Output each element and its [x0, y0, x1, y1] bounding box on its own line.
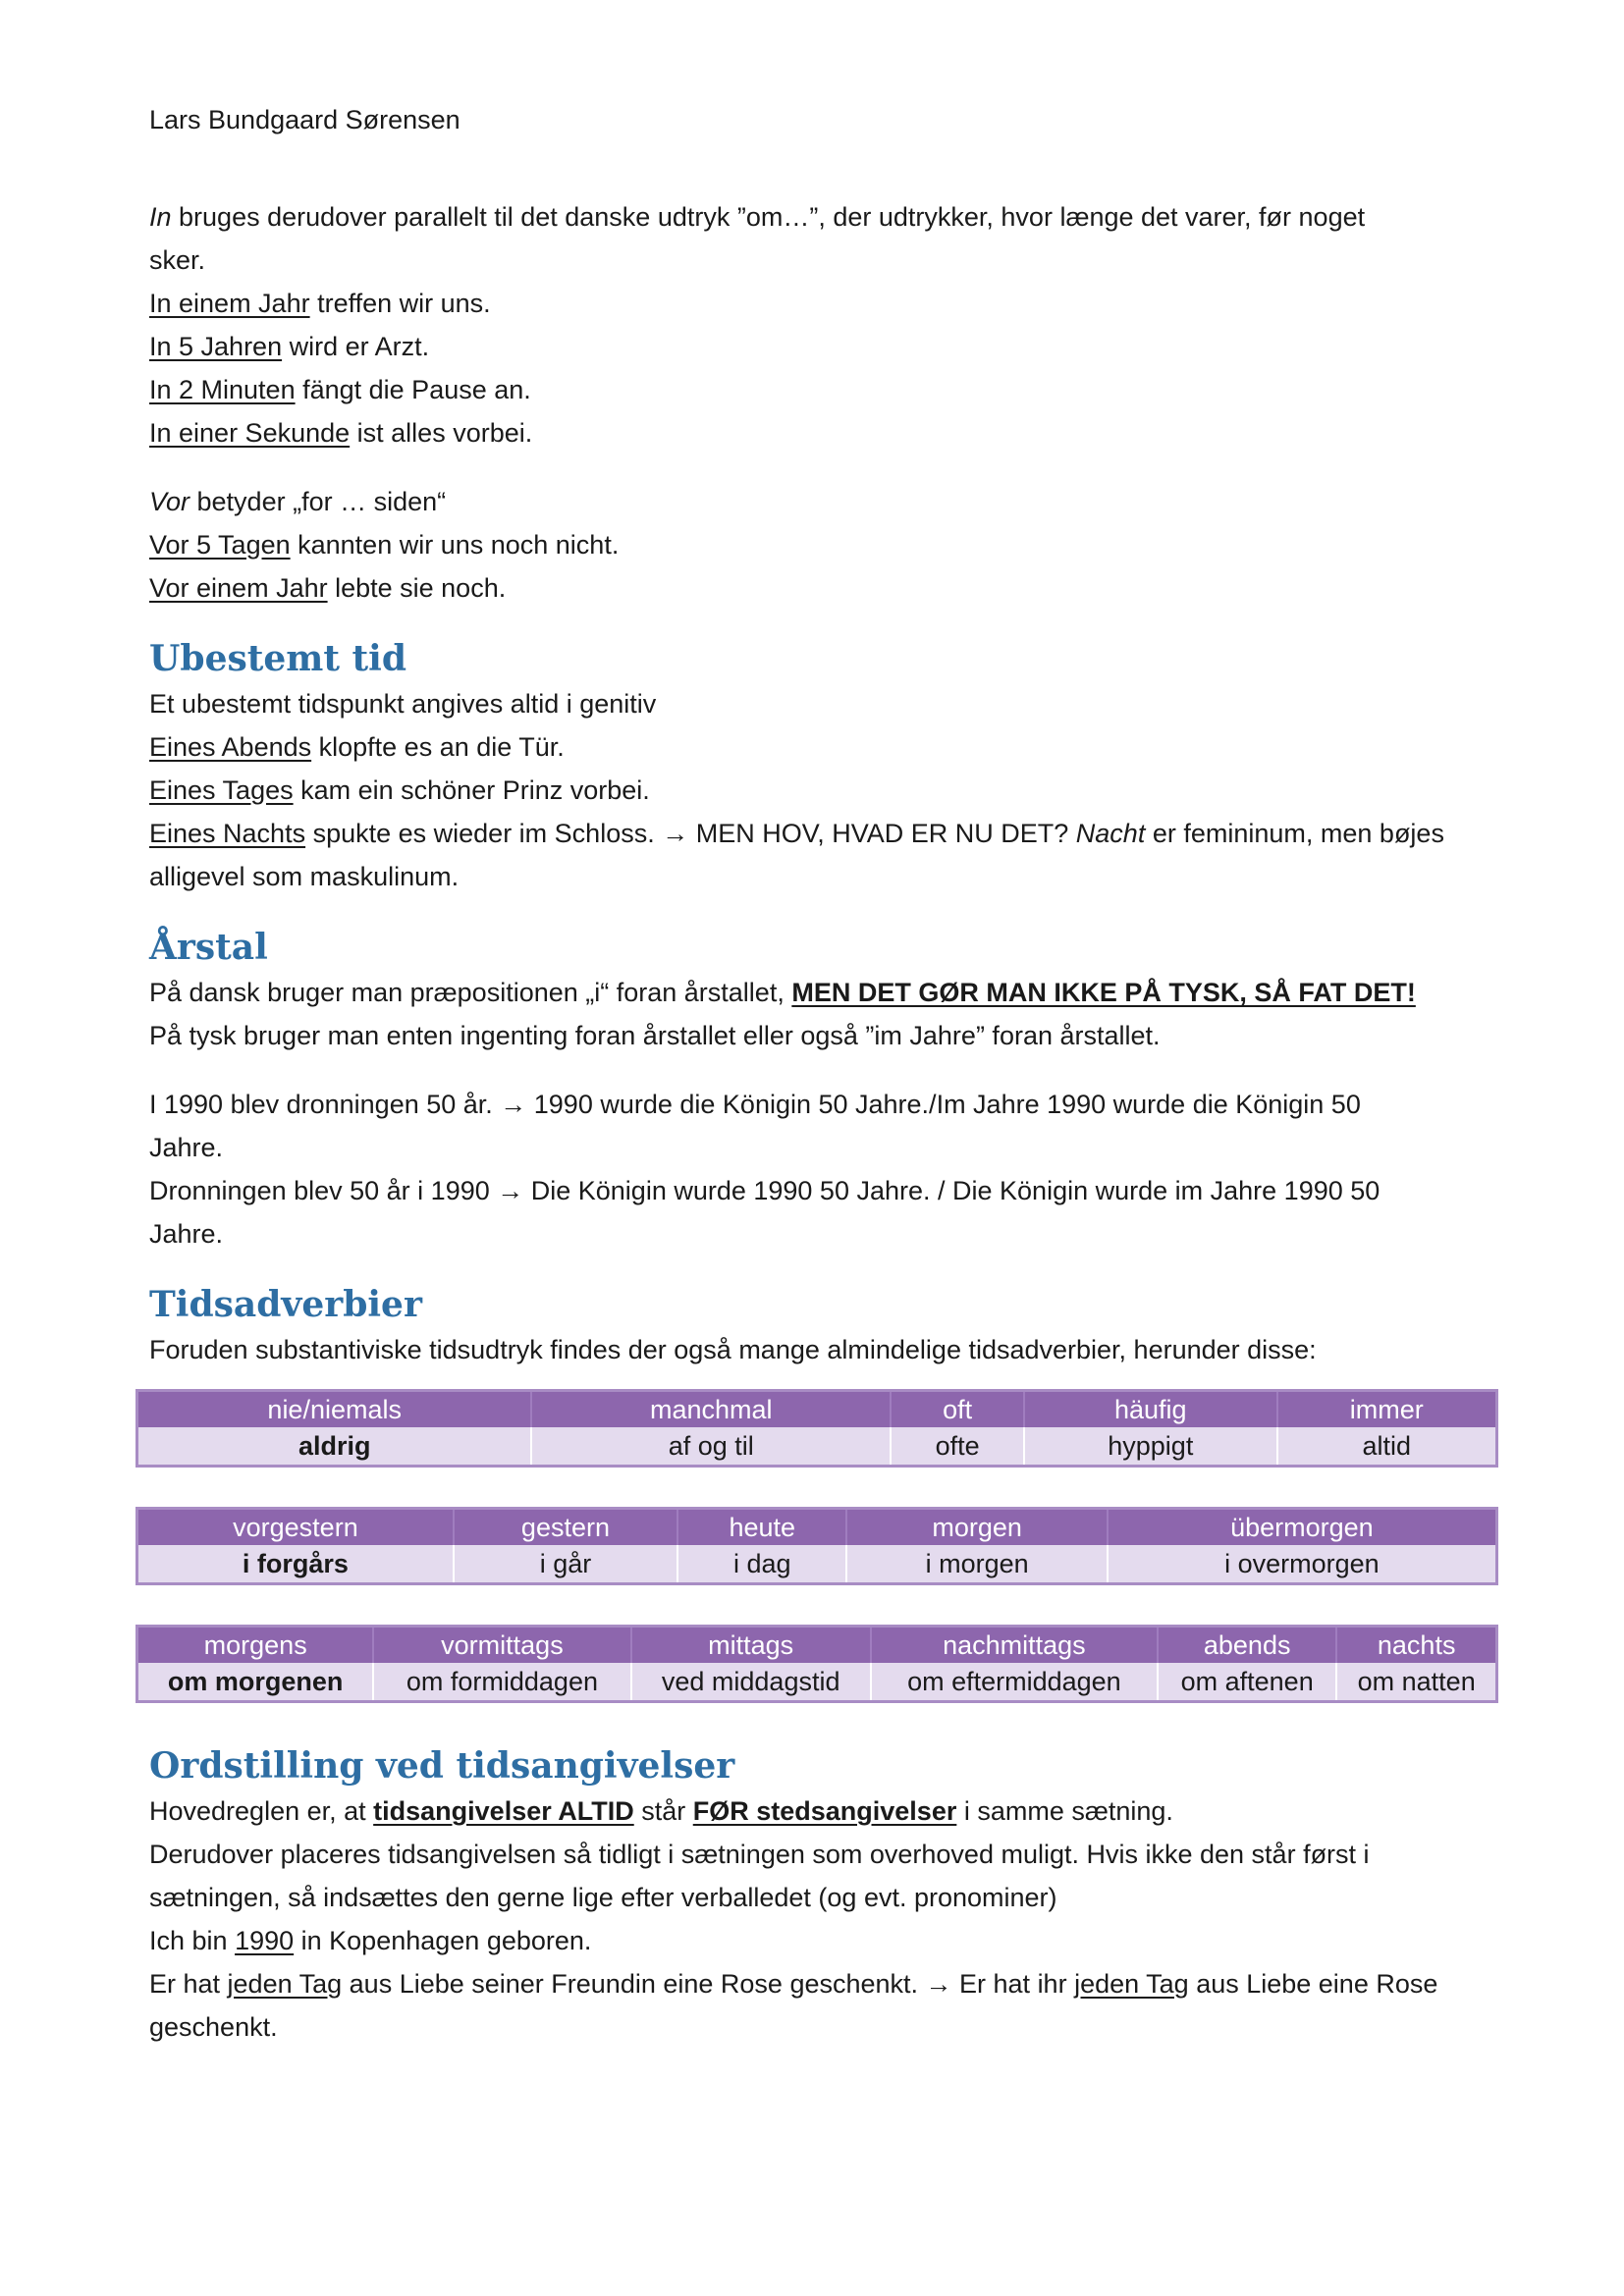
- day-table: [135, 1507, 1498, 1585]
- ubestemt-example-cont: alligevel som maskulinum.: [149, 862, 460, 891]
- rule-text: Hovedreglen er, at: [149, 1796, 374, 1826]
- author-header: Lars Bundgaard Sørensen: [149, 105, 460, 134]
- in-example-text: ist alles vorbei.: [350, 418, 533, 448]
- in-example: [149, 368, 1494, 411]
- time-of-day-table: [135, 1625, 1498, 1703]
- ubestemt-example-text: kam ein schöner Prinz vorbei.: [293, 775, 650, 805]
- vor-example-phrase: Vor einem Jahr: [149, 573, 328, 603]
- table-cell: om eftermiddagen: [871, 1663, 1158, 1702]
- ordstilling-rule: [149, 1789, 1494, 1833]
- example-time-phrase: jeden Tag: [1074, 1969, 1189, 1999]
- heading-ubestemt-tid: Ubestemt tid: [149, 638, 407, 679]
- table-row: [137, 1427, 1497, 1467]
- table-cell: i overmorgen: [1108, 1545, 1497, 1584]
- aarstal-warning: MEN DET GØR MAN IKKE PÅ TYSK, SÅ FAT DET!: [791, 978, 1416, 1007]
- table-header-cell: oft: [891, 1391, 1024, 1428]
- vor-intro-text: betyder „for … siden“: [189, 487, 447, 516]
- in-example-phrase: In 2 Minuten: [149, 375, 296, 404]
- aarstal-example2: Dronningen blev 50 år i 1990 → Die Königin wurde 1990 50 Jahre. / Die Königin wurde im Jahre 1990 50: [149, 1176, 1380, 1205]
- table-cell: i går: [454, 1545, 677, 1584]
- spacer: [149, 1468, 1494, 1507]
- example-time-phrase: 1990: [235, 1926, 295, 1955]
- vor-example-phrase: Vor 5 Tagen: [149, 530, 291, 560]
- in-word: In: [149, 202, 172, 232]
- in-intro-text: bruges derudover parallelt til det danske udtryk ”om…”, der udtrykker, hvor længe det varer, før noget: [171, 202, 1366, 232]
- in-example-phrase: In 5 Jahren: [149, 332, 283, 361]
- in-example-phrase: In einem Jahr: [149, 289, 310, 318]
- table-header-cell: morgens: [137, 1627, 374, 1664]
- page-content: [149, 98, 1494, 2049]
- table-header-cell: mittags: [631, 1627, 871, 1664]
- table-cell: ofte: [891, 1427, 1024, 1467]
- table-cell: aldrig: [137, 1427, 532, 1467]
- table-cell: hyppigt: [1024, 1427, 1276, 1467]
- table-header-cell: übermorgen: [1108, 1509, 1497, 1546]
- table-cell: i morgen: [846, 1545, 1107, 1584]
- table-cell: af og til: [531, 1427, 891, 1467]
- frequency-table: [135, 1389, 1498, 1468]
- in-intro: [149, 195, 1494, 239]
- spacer: [149, 1057, 1494, 1083]
- in-example: [149, 411, 1494, 454]
- table-header-cell: häufig: [1024, 1391, 1276, 1428]
- ubestemt-example-text: klopfte es an die Tür.: [311, 732, 565, 762]
- spacer: [149, 1585, 1494, 1625]
- aarstal-line1-text: På dansk bruger man præpositionen „i“ foran årstallet,: [149, 978, 792, 1007]
- spacer: [149, 454, 1494, 480]
- table-header-cell: nie/niemals: [137, 1391, 532, 1428]
- ordstilling-line2: Derudover placeres tidsangivelsen så tidligt i sætningen som overhoved muligt. Hvis ikke den står først i: [149, 1840, 1370, 1869]
- in-example: [149, 282, 1494, 325]
- table-header-cell: vorgestern: [137, 1509, 454, 1546]
- vor-word: Vor: [149, 487, 190, 516]
- rule-text: står: [633, 1796, 693, 1826]
- table-cell: om aftenen: [1158, 1663, 1336, 1702]
- aarstal-example1-cont: Jahre.: [149, 1133, 224, 1162]
- rule-emphasis-time: tidsangivelser ALTID: [373, 1796, 634, 1826]
- tidsadverbier-intro: Foruden substantiviske tidsudtryk findes der også mange almindelige tidsadverbier, herunder disse:: [149, 1335, 1317, 1364]
- in-example-phrase: In einer Sekunde: [149, 418, 351, 448]
- aarstal-line2: På tysk bruger man enten ingenting foran årstallet eller også ”im Jahre” foran årstallet.: [149, 1021, 1161, 1050]
- vor-example: [149, 523, 1494, 566]
- table-cell: om morgenen: [137, 1663, 374, 1702]
- table-cell: altid: [1277, 1427, 1497, 1467]
- in-example-text: wird er Arzt.: [282, 332, 430, 361]
- table-cell: ved middagstid: [631, 1663, 871, 1702]
- spacer: [149, 1371, 1494, 1389]
- table-header-row: [137, 1391, 1497, 1428]
- table-row: [137, 1663, 1497, 1702]
- ordstilling-line3: sætningen, så indsættes den gerne lige efter verballedet (og evt. pronominer): [149, 1883, 1057, 1912]
- table-cell: om natten: [1336, 1663, 1496, 1702]
- example-text: Ich bin: [149, 1926, 236, 1955]
- vor-example-text: lebte sie noch.: [327, 573, 507, 603]
- table-cell: i forgårs: [137, 1545, 454, 1584]
- ubestemt-example: [149, 769, 1494, 812]
- vor-example-text: kannten wir uns noch nicht.: [290, 530, 620, 560]
- rule-text: i samme sætning.: [956, 1796, 1173, 1826]
- example-text: aus Liebe seiner Freundin eine Rose geschenkt. → Er hat ihr: [342, 1969, 1075, 1999]
- heading-tidsadverbier: Tidsadverbier: [149, 1284, 422, 1325]
- table-cell: i dag: [677, 1545, 846, 1584]
- vor-example: [149, 566, 1494, 610]
- ubestemt-example-phrase: Eines Nachts: [149, 819, 306, 848]
- spacer: [149, 1703, 1494, 1717]
- aarstal-example1: I 1990 blev dronningen 50 år. → 1990 wurde die Königin 50 Jahre./Im Jahre 1990 wurde die Königin 50: [149, 1090, 1361, 1119]
- ordstilling-example1: [149, 1919, 1494, 1962]
- aarstal-line1: [149, 971, 1494, 1014]
- table-header-cell: heute: [677, 1509, 846, 1546]
- ubestemt-intro: Et ubestemt tidspunkt angives altid i genitiv: [149, 689, 657, 719]
- heading-ordstilling: Ordstilling ved tidsangivelser: [149, 1745, 735, 1787]
- table-header-row: [137, 1509, 1497, 1546]
- table-header-cell: manchmal: [531, 1391, 891, 1428]
- ordstilling-example2-cont: geschenkt.: [149, 2012, 278, 2042]
- in-example-text: fängt die Pause an.: [295, 375, 531, 404]
- vor-intro: [149, 480, 1494, 523]
- example-text: aus Liebe eine Rose: [1188, 1969, 1438, 1999]
- example-text: Er hat: [149, 1969, 228, 1999]
- table-header-cell: abends: [1158, 1627, 1336, 1664]
- table-header-cell: immer: [1277, 1391, 1497, 1428]
- table-header-row: [137, 1627, 1497, 1664]
- ubestemt-example-phrase: Eines Tages: [149, 775, 294, 805]
- aarstal-example2-cont: Jahre.: [149, 1219, 224, 1249]
- in-intro-cont: sker.: [149, 245, 206, 275]
- rule-emphasis-place: FØR stedsangivelser: [692, 1796, 957, 1826]
- table-header-cell: gestern: [454, 1509, 677, 1546]
- table-header-cell: morgen: [846, 1509, 1107, 1546]
- ubestemt-example: [149, 725, 1494, 769]
- ubestemt-example-tail: er femininum, men bøjes: [1145, 819, 1444, 848]
- table-header-cell: nachts: [1336, 1627, 1496, 1664]
- ubestemt-example-nachts: [149, 812, 1494, 855]
- in-example-text: treffen wir uns.: [309, 289, 491, 318]
- table-cell: om formiddagen: [373, 1663, 630, 1702]
- ubestemt-example-phrase: Eines Abends: [149, 732, 312, 762]
- heading-aarstal: Årstal: [149, 927, 268, 968]
- in-example: [149, 325, 1494, 368]
- table-row: [137, 1545, 1497, 1584]
- nacht-word: Nacht: [1075, 819, 1146, 848]
- example-text: in Kopenhagen geboren.: [294, 1926, 592, 1955]
- table-header-cell: nachmittags: [871, 1627, 1158, 1664]
- ubestemt-example-text: spukte es wieder im Schloss. → MEN HOV, HVAD ER NU DET?: [305, 819, 1076, 848]
- example-time-phrase: jeden Tag: [227, 1969, 343, 1999]
- ordstilling-example2: [149, 1962, 1494, 2005]
- table-header-cell: vormittags: [373, 1627, 630, 1664]
